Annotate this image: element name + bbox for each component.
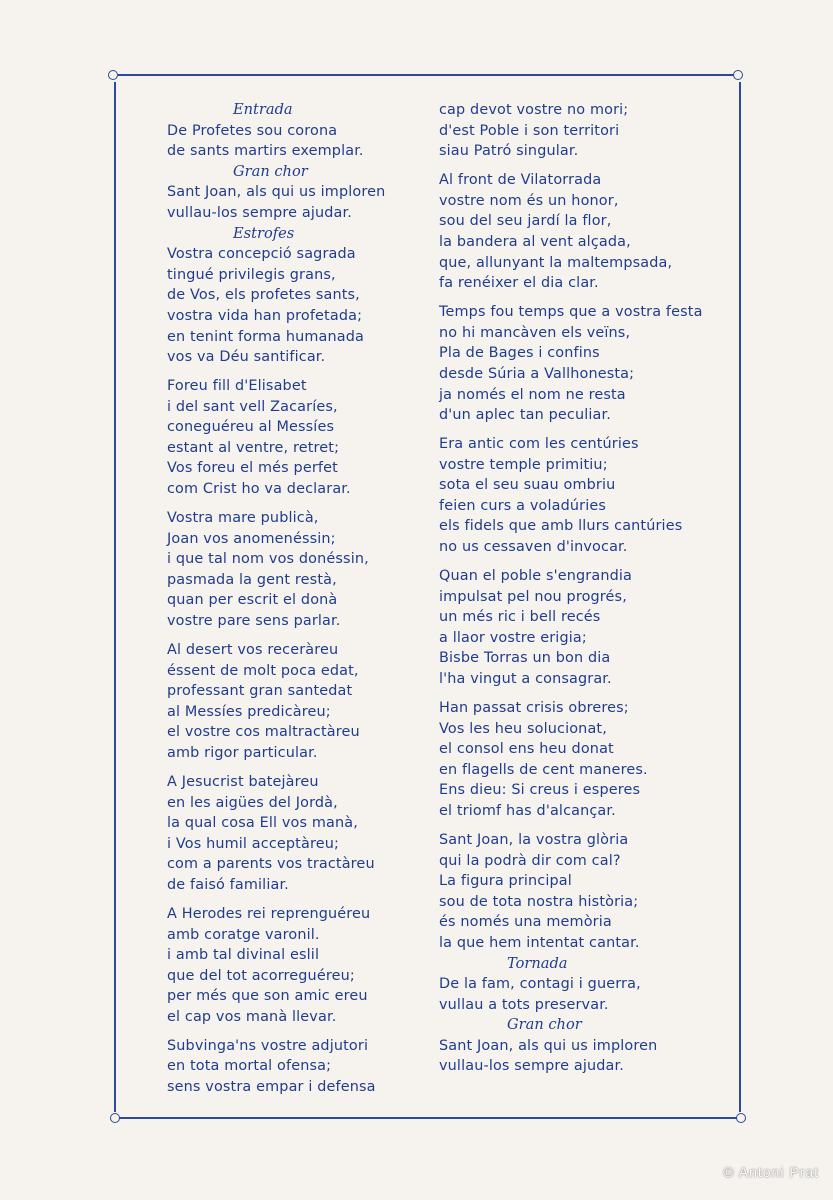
verse-line: éssent de molt poca edat, xyxy=(167,662,359,679)
stanza-gap xyxy=(439,162,709,170)
section-heading: Estrofes xyxy=(233,224,295,242)
verse-line: l'ha vingut a consagrar. xyxy=(439,671,612,687)
verse-line: Al front de Vilatorrada xyxy=(439,172,602,189)
verse-line: estant al ventre, retret; xyxy=(167,439,340,456)
verse-line: d'un aplec tan peculiar. xyxy=(439,407,611,424)
verse-line: amb rigor particular. xyxy=(167,744,318,761)
verse-line: sens vostra empar i defensa xyxy=(167,1079,376,1096)
verse-line: Vostra mare publicà, xyxy=(167,510,319,527)
verse-line: el consol ens heu donat xyxy=(439,741,614,758)
verse-line: Ens dieu: Si creus i esperes xyxy=(439,782,641,799)
verse-line: Al desert vos receràreu xyxy=(167,642,339,659)
verse-line: per més que son amic ereu xyxy=(167,988,368,1005)
verse-line: que, allunyant la maltempsada, xyxy=(439,254,673,271)
verse-line: Foreu fill d'Elisabet xyxy=(167,378,307,395)
verse-line: La figura principal xyxy=(439,873,572,890)
verse-line: vos va Déu santificar. xyxy=(167,349,326,366)
frame-corner-ornament-bottom-left xyxy=(110,1113,120,1123)
verse-line: pasmada la gent restà, xyxy=(167,571,337,588)
verse-line: és només una memòria xyxy=(439,914,612,931)
verse-line: els fidels que amb llurs cantúries xyxy=(439,518,683,535)
verse-line: i que tal nom vos donéssin, xyxy=(167,551,369,568)
watermark: © Antoni Prat xyxy=(723,1164,819,1180)
verse-line: qui la podrà dir com cal? xyxy=(439,852,621,869)
verse-line: en flagells de cent maneres. xyxy=(439,761,648,778)
verse-line: coneguéreu al Messíes xyxy=(167,419,335,436)
frame-right-line xyxy=(739,82,741,1112)
frame-bottom-line xyxy=(118,1117,740,1119)
stanza-gap xyxy=(439,294,709,302)
stanza-gap xyxy=(167,368,412,376)
verse-line: en les aigües del Jordà, xyxy=(167,794,338,811)
frame-corner-ornament-top-left xyxy=(108,70,118,80)
verse-line: d'est Poble i son territori xyxy=(439,122,620,139)
section-heading: Entrada xyxy=(233,101,293,118)
verse-line: com a parents vos tractàreu xyxy=(167,856,375,873)
verse-line: Temps fou temps que a vostra festa xyxy=(439,304,703,321)
verse-line: sou del seu jardí la flor, xyxy=(439,213,612,230)
verse-line: ja només el nom ne resta xyxy=(439,386,626,403)
verse-line: no hi mancàven els veïns, xyxy=(439,324,631,341)
stanza-gap xyxy=(167,500,412,508)
verse-line: en tenint forma humanada xyxy=(167,328,365,345)
verse-line: no us cessaven d'invocar. xyxy=(439,539,628,556)
verse-line: la qual cosa Ell vos manà, xyxy=(167,815,358,832)
frame-left-line xyxy=(114,82,116,1112)
verse-line: A Jesucrist batejàreu xyxy=(167,773,319,790)
verse-line: el cap vos manà llevar. xyxy=(167,1008,337,1025)
verse-line: sota el seu suau ombriu xyxy=(439,477,616,494)
verse-line: el triomf has d'alcançar. xyxy=(439,802,616,819)
stanza-gap xyxy=(439,558,709,566)
frame-corner-ornament-top-right xyxy=(733,70,743,80)
verse-line: Pla de Bages i confins xyxy=(439,345,600,362)
verse-line: la que hem intentat cantar. xyxy=(439,934,640,951)
verse-line: professant gran santedat xyxy=(167,683,353,700)
verse-line: vullau-los sempre ajudar. xyxy=(439,1058,624,1075)
verse-line: vostre temple primitiu; xyxy=(439,456,608,473)
verse-line: Bisbe Torras un bon dia xyxy=(439,650,611,667)
verse-line: vostra vida han profetada; xyxy=(167,307,363,324)
verse-line: amb coratge varonil. xyxy=(167,926,320,943)
verse-line: impulsat pel nou progrés, xyxy=(439,588,627,605)
verse-line: que del tot acorreguéreu; xyxy=(167,967,355,984)
verse-line: fa renéixer el dia clar. xyxy=(439,275,599,292)
frame-corner-ornament-bottom-right xyxy=(736,1113,746,1123)
verse-line: Sant Joan, als qui us imploren xyxy=(439,1037,658,1054)
verse-line: Vos foreu el més perfet xyxy=(167,460,338,477)
verse-line: la bandera al vent alçada, xyxy=(439,233,631,250)
verse-line: Joan vos anomenéssin; xyxy=(167,530,336,547)
verse-line: vullau a tots preservar. xyxy=(439,996,609,1013)
verse-line: en tota mortal ofensa; xyxy=(167,1058,332,1075)
verse-line: De Profetes sou corona xyxy=(167,122,338,139)
stanza-gap xyxy=(167,896,412,904)
verse-line: feien curs a voladúries xyxy=(439,497,606,514)
verse-line: cap devot vostre no mori; xyxy=(439,102,629,118)
verse-line: Quan el poble s'engrandia xyxy=(439,568,633,585)
verse-line: Sant Joan, la vostra glòria xyxy=(439,831,629,848)
verse-line: Han passat crisis obreres; xyxy=(439,699,629,716)
verse-line: al Messíes predicàreu; xyxy=(167,703,331,720)
section-heading: Gran chor xyxy=(233,162,308,180)
verse-line: A Herodes rei reprenguéreu xyxy=(167,905,371,922)
verse-line: a llaor vostre erigia; xyxy=(439,629,587,646)
verse-line: Subvinga'ns vostre adjutori xyxy=(167,1037,369,1054)
verse-line: i Vos humil acceptàreu; xyxy=(167,835,339,852)
verse-line: i del sant vell Zacaríes, xyxy=(167,398,338,415)
verse-line: Vos les heu solucionat, xyxy=(439,720,607,737)
verse-line: vostre pare sens parlar. xyxy=(167,613,341,630)
verse-line: desde Súria a Vallhonesta; xyxy=(439,365,635,382)
verse-line: sou de tota nostra història; xyxy=(439,893,639,910)
left-column-verses xyxy=(167,100,412,1098)
verse-line: siau Patró singular. xyxy=(439,143,579,160)
verse-line: vostre nom és un honor, xyxy=(439,192,619,209)
stanza-gap xyxy=(439,426,709,434)
verse-line: de sants martirs exemplar. xyxy=(167,143,364,160)
frame-top-line xyxy=(118,74,734,76)
verse-line: i amb tal divinal eslil xyxy=(167,947,320,964)
verse-line: Vostra concepció sagrada xyxy=(167,246,356,263)
stanza-gap xyxy=(439,822,709,830)
stanza-gap xyxy=(167,632,412,640)
verse-line: vullau-los sempre ajudar. xyxy=(167,204,352,221)
verse-line: Sant Joan, als qui us imploren xyxy=(167,184,386,201)
stanza-gap xyxy=(167,764,412,772)
verse-line: el vostre cos maltractàreu xyxy=(167,724,360,741)
verse-line: Era antic com les centúries xyxy=(439,436,639,453)
stanza-gap xyxy=(167,1027,412,1035)
stanza-gap xyxy=(439,690,709,698)
verse-line: com Crist ho va declarar. xyxy=(167,481,351,498)
verse-line: de Vos, els profetes sants, xyxy=(167,287,360,304)
verse-line: un més ric i bell recés xyxy=(439,609,601,626)
verse-line: de faisó familiar. xyxy=(167,876,289,893)
section-heading: Gran chor xyxy=(507,1016,582,1034)
verse-line: quan per escrit el donà xyxy=(167,592,338,609)
section-heading: Tornada xyxy=(507,954,568,972)
verse-line: De la fam, contagi i guerra, xyxy=(439,976,641,993)
right-column-verses xyxy=(439,100,709,1077)
verse-line: tingué privilegis grans, xyxy=(167,266,336,283)
